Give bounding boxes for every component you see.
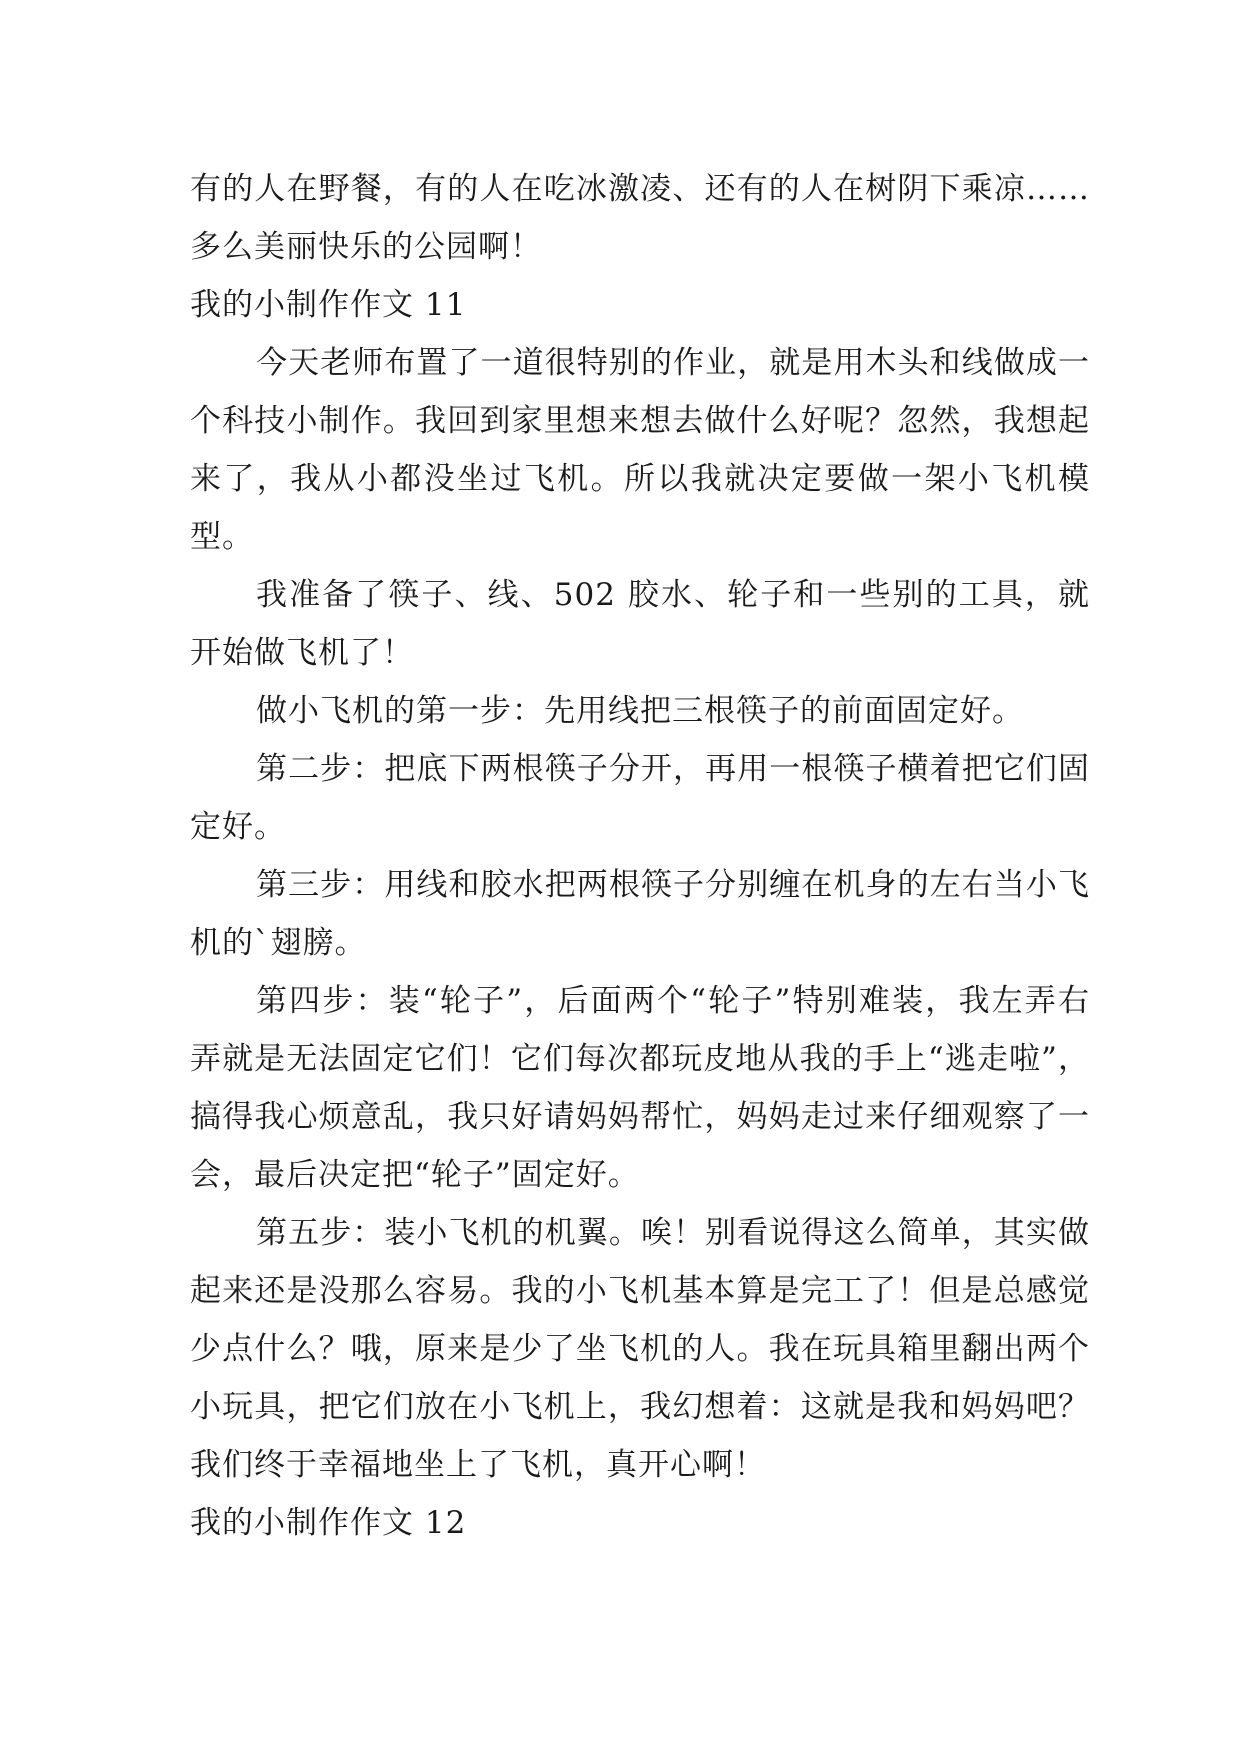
essay-11-title: 我的小制作作文 11: [190, 287, 467, 323]
document-page: [190, 160, 1090, 1552]
essay-11-paragraph-1: 今天老师布置了一道很特别的作业，就是用木头和线做成一个科技小制作。我回到家里想来想去做什么好呢？忽然，我想起来了，我从小都没坐过飞机。所以我就决定要做一架小飞机模型。: [190, 345, 1090, 555]
essay-12-title: 我的小制作作文 12: [190, 1505, 467, 1541]
essay-11-paragraph-4: 第二步：把底下两根筷子分开，再用一根筷子横着把它们固定好。: [190, 751, 1090, 845]
essay-11-paragraph-7: 第五步：装小飞机的机翼。唉！别看说得这么简单，其实做起来还是没那么容易。我的小飞机基本算是完工了！但是总感觉少点什么？哦，原来是少了坐飞机的人。我在玩具箱里翻出两个小玩具，把它们放在小飞机上，我幻想着：这就是我和妈妈吧？我们终于幸福地坐上了飞机，真开心啊！: [190, 1215, 1090, 1483]
continuation-paragraph: 有的人在野餐，有的人在吃冰激凌、还有的人在树阴下乘凉……多么美丽快乐的公园啊！: [190, 171, 1090, 265]
essay-11-paragraph-5: 第三步：用线和胶水把两根筷子分别缠在机身的左右当小飞机的`翅膀。: [190, 867, 1090, 961]
essay-11-paragraph-3: 做小飞机的第一步：先用线把三根筷子的前面固定好。: [256, 693, 1024, 729]
essay-11-paragraph-2: 我准备了筷子、线、502 胶水、轮子和一些别的工具，就开始做飞机了！: [190, 577, 1090, 671]
essay-11-paragraph-6: 第四步：装“轮子”，后面两个“轮子”特别难装，我左弄右弄就是无法固定它们！它们每次都玩皮地从我的手上“逃走啦”，搞得我心烦意乱，我只好请妈妈帮忙，妈妈走过来仔细观察了一会，最后决定把“轮子”固定好。: [190, 983, 1090, 1193]
